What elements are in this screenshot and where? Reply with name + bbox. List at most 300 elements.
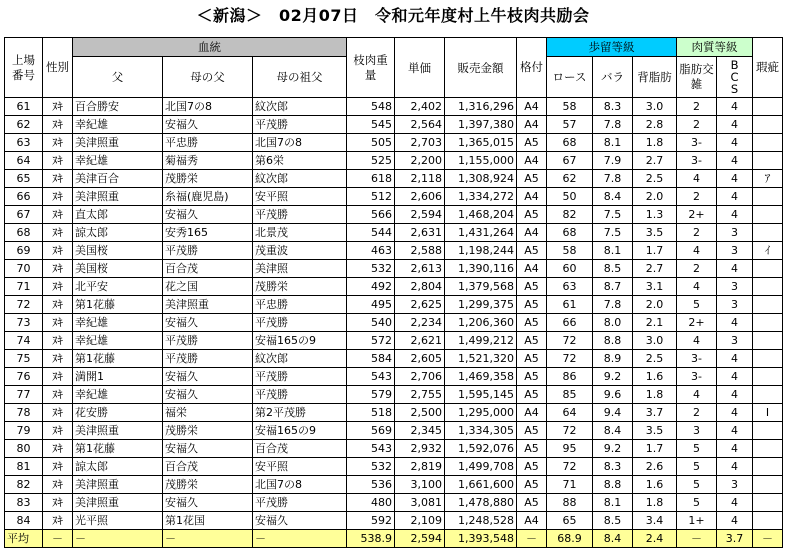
- marbling-cell: 2: [677, 404, 717, 422]
- loin-cell: 71: [547, 476, 593, 494]
- table-row: [5, 332, 783, 350]
- lot-number-cell: 70: [5, 260, 43, 278]
- backfat-cell: 2.0: [633, 188, 677, 206]
- dam-sire-cell: 安秀165: [163, 224, 253, 242]
- average-bcs-cell: 3.7: [717, 530, 753, 548]
- sire-cell: 美国桜: [73, 260, 163, 278]
- marbling-cell: 3: [677, 422, 717, 440]
- unit-price-cell: 2,621: [395, 332, 445, 350]
- backfat-cell: 3.1: [633, 278, 677, 296]
- sire-cell: 第1花藤: [73, 350, 163, 368]
- sire-cell: 美津照重: [73, 494, 163, 512]
- lot-number-cell: 73: [5, 314, 43, 332]
- rib-cell: 8.0: [593, 314, 633, 332]
- marbling-cell: 3-: [677, 134, 717, 152]
- lot-number-cell: 79: [5, 422, 43, 440]
- lot-number-cell: 81: [5, 458, 43, 476]
- weight-cell: 569: [347, 422, 395, 440]
- bcs-header: BCS: [717, 57, 753, 98]
- dam-sire-header: 母の父: [163, 57, 253, 98]
- sire-cell: 幸紀雄: [73, 314, 163, 332]
- average-backfat-cell: 2.4: [633, 530, 677, 548]
- backfat-cell: 2.1: [633, 314, 677, 332]
- average-sex-cell: －: [43, 530, 73, 548]
- table-row: [5, 404, 783, 422]
- sales-cell: 1,379,568: [445, 278, 517, 296]
- bloodline-header: 血統: [73, 38, 347, 57]
- bcs-cell: 4: [717, 152, 753, 170]
- dam-grandsire-cell: 紋次郎: [253, 350, 347, 368]
- sex-cell: ﾇｷ: [43, 386, 73, 404]
- average-grade-cell: －: [517, 530, 547, 548]
- sire-cell: 美津照重: [73, 134, 163, 152]
- defect-cell: [753, 332, 783, 350]
- marbling-cell: 4: [677, 242, 717, 260]
- loin-cell: 72: [547, 422, 593, 440]
- weight-cell: 480: [347, 494, 395, 512]
- dam-grandsire-cell: 第2平茂勝: [253, 404, 347, 422]
- sex-cell: ﾇｷ: [43, 242, 73, 260]
- defect-cell: ｱ: [753, 170, 783, 188]
- sire-cell: 第1花藤: [73, 440, 163, 458]
- dam-grandsire-cell: 安平照: [253, 188, 347, 206]
- bcs-cell: 4: [717, 494, 753, 512]
- dam-sire-cell: 糸福(鹿児島): [163, 188, 253, 206]
- sex-cell: ﾇｷ: [43, 206, 73, 224]
- backfat-cell: 1.8: [633, 494, 677, 512]
- backfat-cell: 2.0: [633, 296, 677, 314]
- unit-price-cell: 2,109: [395, 512, 445, 530]
- marbling-cell: 5: [677, 440, 717, 458]
- marbling-cell: 5: [677, 296, 717, 314]
- marbling-cell: 2: [677, 116, 717, 134]
- backfat-cell: 1.6: [633, 368, 677, 386]
- dam-sire-cell: 安福久: [163, 116, 253, 134]
- auction-results-table: [4, 37, 783, 548]
- weight-cell: 548: [347, 98, 395, 116]
- marbling-cell: 5: [677, 494, 717, 512]
- dam-grandsire-cell: 安福久: [253, 512, 347, 530]
- sex-cell: ﾇｷ: [43, 440, 73, 458]
- rib-cell: 8.3: [593, 98, 633, 116]
- loin-cell: 62: [547, 170, 593, 188]
- dam-sire-cell: 第1花国: [163, 512, 253, 530]
- dam-sire-cell: 美津照重: [163, 296, 253, 314]
- sire-header: 父: [73, 57, 163, 98]
- unit-price-cell: 2,706: [395, 368, 445, 386]
- loin-cell: 58: [547, 242, 593, 260]
- grade-cell: A4: [517, 116, 547, 134]
- grade-cell: A5: [517, 458, 547, 476]
- unit-price-cell: 2,755: [395, 386, 445, 404]
- grade-cell: A5: [517, 134, 547, 152]
- dam-grandsire-cell: 安福165の9: [253, 422, 347, 440]
- bcs-cell: 3: [717, 476, 753, 494]
- dam-grandsire-cell: 紋次郎: [253, 98, 347, 116]
- table-row: [5, 134, 783, 152]
- unit-price-header: 単価: [395, 38, 445, 98]
- sales-cell: 1,198,244: [445, 242, 517, 260]
- unit-price-cell: 3,081: [395, 494, 445, 512]
- bcs-cell: 4: [717, 512, 753, 530]
- weight-cell: 540: [347, 314, 395, 332]
- grade-cell: A4: [517, 260, 547, 278]
- backfat-cell: 2.7: [633, 152, 677, 170]
- lot-number-cell: 65: [5, 170, 43, 188]
- sire-cell: 百合勝安: [73, 98, 163, 116]
- dam-grandsire-cell: 茂勝栄: [253, 278, 347, 296]
- sire-cell: 美津照重: [73, 476, 163, 494]
- loin-header: ロース: [547, 57, 593, 98]
- table-body: [5, 98, 783, 548]
- sales-cell: 1,316,296: [445, 98, 517, 116]
- unit-price-cell: 2,588: [395, 242, 445, 260]
- lot-number-cell: 71: [5, 278, 43, 296]
- grade-cell: A5: [517, 242, 547, 260]
- bcs-cell: 4: [717, 188, 753, 206]
- sex-cell: ﾇｷ: [43, 260, 73, 278]
- backfat-cell: 3.0: [633, 98, 677, 116]
- sales-cell: 1,592,076: [445, 440, 517, 458]
- sex-cell: ﾇｷ: [43, 512, 73, 530]
- sex-cell: ﾇｷ: [43, 296, 73, 314]
- weight-cell: 495: [347, 296, 395, 314]
- sales-cell: 1,469,358: [445, 368, 517, 386]
- lot-number-cell: 80: [5, 440, 43, 458]
- grade-cell: A5: [517, 422, 547, 440]
- table-row: [5, 98, 783, 116]
- dam-grandsire-cell: 北景茂: [253, 224, 347, 242]
- weight-cell: 536: [347, 476, 395, 494]
- bcs-cell: 4: [717, 350, 753, 368]
- lot-number-cell: 77: [5, 386, 43, 404]
- weight-cell: 584: [347, 350, 395, 368]
- rib-cell: 8.9: [593, 350, 633, 368]
- unit-price-cell: 2,613: [395, 260, 445, 278]
- weight-cell: 525: [347, 152, 395, 170]
- rib-cell: 7.8: [593, 116, 633, 134]
- sales-cell: 1,295,000: [445, 404, 517, 422]
- defect-cell: [753, 134, 783, 152]
- weight-cell: 543: [347, 440, 395, 458]
- bcs-cell: 3: [717, 296, 753, 314]
- dam-sire-cell: 安福久: [163, 494, 253, 512]
- defect-cell: [753, 188, 783, 206]
- lot-number-cell: 62: [5, 116, 43, 134]
- backfat-header: 背脂肪: [633, 57, 677, 98]
- sire-cell: 幸紀雄: [73, 116, 163, 134]
- sire-cell: 花安勝: [73, 404, 163, 422]
- unit-price-cell: 2,118: [395, 170, 445, 188]
- loin-cell: 82: [547, 206, 593, 224]
- sales-cell: 1,155,000: [445, 152, 517, 170]
- loin-cell: 50: [547, 188, 593, 206]
- marbling-cell: 3-: [677, 152, 717, 170]
- lot-number-header: 上場番号: [5, 38, 43, 98]
- rib-header: バラ: [593, 57, 633, 98]
- sire-cell: 幸紀雄: [73, 152, 163, 170]
- defect-cell: [753, 116, 783, 134]
- lot-number-cell: 61: [5, 98, 43, 116]
- backfat-cell: 3.5: [633, 224, 677, 242]
- defect-cell: [753, 152, 783, 170]
- average-row: [5, 530, 783, 548]
- table-row: [5, 278, 783, 296]
- loin-cell: 68: [547, 134, 593, 152]
- marbling-cell: 2: [677, 224, 717, 242]
- sex-cell: ﾇｷ: [43, 134, 73, 152]
- lot-number-cell: 66: [5, 188, 43, 206]
- table-row: [5, 116, 783, 134]
- marbling-cell: 2: [677, 260, 717, 278]
- marbling-cell: 2+: [677, 314, 717, 332]
- unit-price-cell: 2,200: [395, 152, 445, 170]
- marbling-cell: 2+: [677, 206, 717, 224]
- grade-header: 格付: [517, 38, 547, 98]
- dam-grandsire-cell: 美津照: [253, 260, 347, 278]
- loin-cell: 85: [547, 386, 593, 404]
- sire-cell: 美津百合: [73, 170, 163, 188]
- sire-cell: 第1花藤: [73, 296, 163, 314]
- average-marbling-cell: －: [677, 530, 717, 548]
- backfat-cell: 3.0: [633, 332, 677, 350]
- dam-grandsire-cell: 平茂勝: [253, 494, 347, 512]
- lot-number-cell: 76: [5, 368, 43, 386]
- sales-cell: 1,521,320: [445, 350, 517, 368]
- rib-cell: 8.1: [593, 242, 633, 260]
- weight-cell: 545: [347, 116, 395, 134]
- dam-grandsire-cell: 北国7の8: [253, 476, 347, 494]
- yield-grade-header: 歩留等級: [547, 38, 677, 57]
- dam-grandsire-cell: 茂重波: [253, 242, 347, 260]
- loin-cell: 72: [547, 332, 593, 350]
- grade-cell: A5: [517, 386, 547, 404]
- bcs-cell: 3: [717, 224, 753, 242]
- sales-cell: 1,595,145: [445, 386, 517, 404]
- defect-cell: ｲ: [753, 242, 783, 260]
- sales-cell: 1,431,264: [445, 224, 517, 242]
- bcs-cell: 3: [717, 278, 753, 296]
- sales-cell: 1,299,375: [445, 296, 517, 314]
- sex-cell: ﾇｷ: [43, 422, 73, 440]
- dam-grandsire-cell: 平茂勝: [253, 206, 347, 224]
- rib-cell: 8.7: [593, 278, 633, 296]
- marbling-cell: 2: [677, 98, 717, 116]
- sex-cell: ﾇｷ: [43, 494, 73, 512]
- grade-cell: A4: [517, 152, 547, 170]
- dam-grandsire-cell: 平茂勝: [253, 386, 347, 404]
- unit-price-cell: 2,345: [395, 422, 445, 440]
- defect-cell: [753, 422, 783, 440]
- sire-cell: 直太郎: [73, 206, 163, 224]
- grade-cell: A4: [517, 404, 547, 422]
- sales-cell: 1,206,360: [445, 314, 517, 332]
- marbling-cell: 3-: [677, 368, 717, 386]
- weight-cell: 463: [347, 242, 395, 260]
- loin-cell: 65: [547, 512, 593, 530]
- sales-cell: 1,478,880: [445, 494, 517, 512]
- loin-cell: 72: [547, 458, 593, 476]
- bcs-cell: 4: [717, 422, 753, 440]
- bcs-cell: 4: [717, 386, 753, 404]
- defect-cell: [753, 260, 783, 278]
- bcs-cell: 4: [717, 116, 753, 134]
- dam-sire-cell: 安福久: [163, 314, 253, 332]
- table-row: [5, 350, 783, 368]
- lot-number-cell: 78: [5, 404, 43, 422]
- bcs-cell: 3: [717, 242, 753, 260]
- rib-cell: 9.6: [593, 386, 633, 404]
- weight-cell: 566: [347, 206, 395, 224]
- backfat-cell: 1.7: [633, 242, 677, 260]
- sire-cell: 幸紀雄: [73, 332, 163, 350]
- average-rib-cell: 8.4: [593, 530, 633, 548]
- sex-cell: ﾇｷ: [43, 116, 73, 134]
- sales-cell: 1,499,708: [445, 458, 517, 476]
- marbling-cell: 3-: [677, 350, 717, 368]
- defect-cell: [753, 440, 783, 458]
- lot-number-cell: 72: [5, 296, 43, 314]
- sex-cell: ﾇｷ: [43, 350, 73, 368]
- rib-cell: 9.4: [593, 404, 633, 422]
- sales-cell: 1,334,305: [445, 422, 517, 440]
- loin-cell: 58: [547, 98, 593, 116]
- sales-cell: 1,308,924: [445, 170, 517, 188]
- marbling-cell: 2: [677, 188, 717, 206]
- weight-cell: 532: [347, 260, 395, 278]
- rib-cell: 8.1: [593, 134, 633, 152]
- grade-cell: A5: [517, 278, 547, 296]
- weight-cell: 518: [347, 404, 395, 422]
- weight-cell: 579: [347, 386, 395, 404]
- marbling-cell: 1+: [677, 512, 717, 530]
- dam-sire-cell: 百合茂: [163, 260, 253, 278]
- defect-header: 瑕疵: [753, 38, 783, 98]
- backfat-cell: 1.7: [633, 440, 677, 458]
- dam-grandsire-cell: 平茂勝: [253, 116, 347, 134]
- unit-price-cell: 2,932: [395, 440, 445, 458]
- backfat-cell: 2.5: [633, 170, 677, 188]
- sire-cell: 諒太郎: [73, 458, 163, 476]
- dam-sire-cell: 茂勝栄: [163, 422, 253, 440]
- dam-grandsire-cell: 安福165の9: [253, 332, 347, 350]
- bcs-cell: 4: [717, 404, 753, 422]
- table-row: [5, 314, 783, 332]
- loin-cell: 86: [547, 368, 593, 386]
- rib-cell: 8.8: [593, 476, 633, 494]
- grade-cell: A5: [517, 206, 547, 224]
- weight-cell: 618: [347, 170, 395, 188]
- backfat-cell: 2.8: [633, 116, 677, 134]
- table-row: [5, 170, 783, 188]
- defect-cell: [753, 314, 783, 332]
- average-weight-cell: 538.9: [347, 530, 395, 548]
- rib-cell: 7.5: [593, 206, 633, 224]
- marbling-cell: 4: [677, 386, 717, 404]
- defect-cell: [753, 386, 783, 404]
- weight-cell: 592: [347, 512, 395, 530]
- rib-cell: 8.4: [593, 188, 633, 206]
- backfat-cell: 2.7: [633, 260, 677, 278]
- marbling-cell: 5: [677, 476, 717, 494]
- loin-cell: 57: [547, 116, 593, 134]
- sales-header: 販売金額: [445, 38, 517, 98]
- backfat-cell: 2.5: [633, 350, 677, 368]
- weight-cell: 543: [347, 368, 395, 386]
- bcs-cell: 4: [717, 206, 753, 224]
- lot-number-cell: 84: [5, 512, 43, 530]
- defect-cell: [753, 206, 783, 224]
- grade-cell: A5: [517, 476, 547, 494]
- unit-price-cell: 2,402: [395, 98, 445, 116]
- marbling-cell: 4: [677, 332, 717, 350]
- sire-cell: 幸紀雄: [73, 386, 163, 404]
- table-row: [5, 368, 783, 386]
- sex-cell: ﾇｷ: [43, 404, 73, 422]
- weight-cell: 505: [347, 134, 395, 152]
- dam-sire-cell: 茂勝栄: [163, 476, 253, 494]
- unit-price-cell: 2,703: [395, 134, 445, 152]
- sex-cell: ﾇｷ: [43, 98, 73, 116]
- weight-cell: 532: [347, 458, 395, 476]
- rib-cell: 8.1: [593, 494, 633, 512]
- table-row: [5, 386, 783, 404]
- sales-cell: 1,499,212: [445, 332, 517, 350]
- table-row: [5, 224, 783, 242]
- bcs-cell: 4: [717, 458, 753, 476]
- rib-cell: 9.2: [593, 440, 633, 458]
- rib-cell: 9.2: [593, 368, 633, 386]
- dam-grandsire-cell: 第6栄: [253, 152, 347, 170]
- average-sire-cell: －: [73, 530, 163, 548]
- dam-sire-cell: 安福久: [163, 368, 253, 386]
- unit-price-cell: 2,819: [395, 458, 445, 476]
- bcs-cell: 4: [717, 440, 753, 458]
- table-row: [5, 206, 783, 224]
- lot-number-cell: 67: [5, 206, 43, 224]
- bcs-cell: 4: [717, 314, 753, 332]
- sire-cell: 光平照: [73, 512, 163, 530]
- sex-cell: ﾇｷ: [43, 458, 73, 476]
- defect-cell: [753, 296, 783, 314]
- unit-price-cell: 2,804: [395, 278, 445, 296]
- grade-cell: A5: [517, 494, 547, 512]
- weight-cell: 544: [347, 224, 395, 242]
- dam-sire-cell: 安福久: [163, 386, 253, 404]
- average-defect-cell: －: [753, 530, 783, 548]
- dam-grandsire-header: 母の祖父: [253, 57, 347, 98]
- backfat-cell: 1.8: [633, 134, 677, 152]
- backfat-cell: 3.4: [633, 512, 677, 530]
- dam-sire-cell: 安福久: [163, 440, 253, 458]
- dam-grandsire-cell: 平茂勝: [253, 314, 347, 332]
- rib-cell: 7.9: [593, 152, 633, 170]
- sire-cell: 美津照重: [73, 188, 163, 206]
- dam-sire-cell: 平茂勝: [163, 242, 253, 260]
- dam-sire-cell: 平茂勝: [163, 350, 253, 368]
- loin-cell: 61: [547, 296, 593, 314]
- sales-cell: 1,390,116: [445, 260, 517, 278]
- defect-cell: [753, 98, 783, 116]
- backfat-cell: 3.5: [633, 422, 677, 440]
- sex-cell: ﾇｷ: [43, 368, 73, 386]
- grade-cell: A4: [517, 224, 547, 242]
- bcs-cell: 4: [717, 170, 753, 188]
- sales-cell: 1,468,204: [445, 206, 517, 224]
- loin-cell: 88: [547, 494, 593, 512]
- sex-cell: ﾇｷ: [43, 278, 73, 296]
- sex-cell: ﾇｷ: [43, 188, 73, 206]
